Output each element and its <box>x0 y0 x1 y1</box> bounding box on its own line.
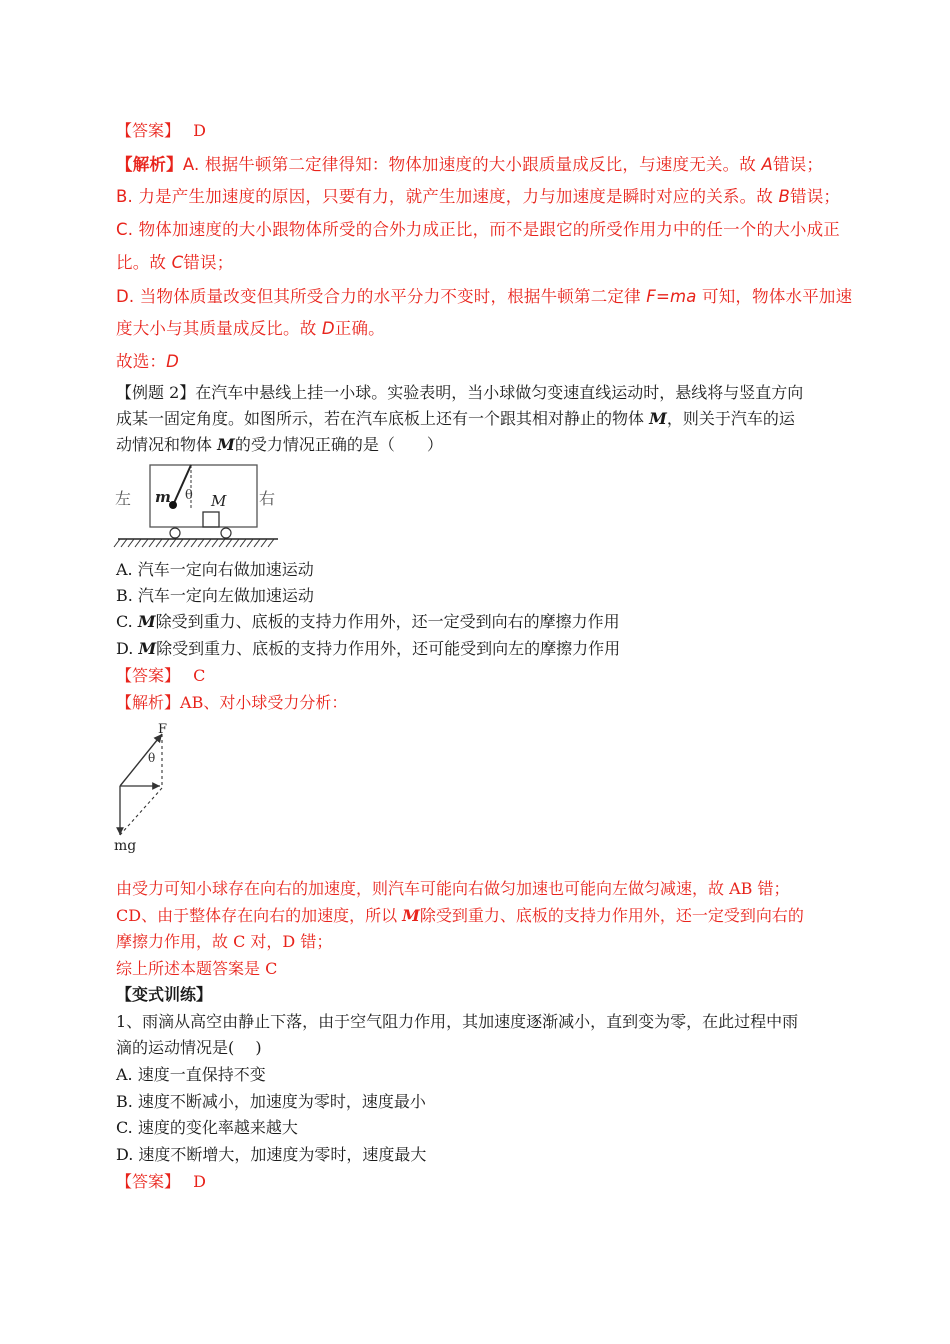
option-b <box>116 583 850 609</box>
formula: F=ma <box>646 287 697 306</box>
answer-value: D <box>193 121 206 140</box>
analysis-text: 正确。 <box>334 319 385 338</box>
car-diagram <box>112 462 284 554</box>
option-ref: B <box>778 187 790 206</box>
question-text: 的受力情况正确的是（ ） <box>234 435 443 454</box>
practice-option-d <box>116 1142 850 1168</box>
hatch-mark <box>219 539 225 547</box>
analysis-line-c2 <box>116 250 850 276</box>
choose-value: D <box>166 352 180 371</box>
option-text: B. 速度不断减小，加速度为零时，速度最小 <box>116 1092 426 1111</box>
label-theta: θ <box>148 751 156 765</box>
hatch-mark <box>191 539 197 547</box>
wheel-left <box>170 528 180 538</box>
hatch-mark <box>149 539 155 547</box>
analysis-text: C. 物体加速度的大小跟物体所受的合外力成正比，而不是跟它的所受作用力中的任一个的大小成正 <box>116 220 841 239</box>
practice-option-c <box>116 1115 850 1141</box>
hatch-mark <box>163 539 169 547</box>
analysis-text: 错误； <box>772 155 824 174</box>
label-theta: θ <box>185 488 193 503</box>
example-title: 【例题 2】 <box>116 383 196 402</box>
var-M: M <box>649 409 667 428</box>
analysis-text: 错误； <box>790 187 841 206</box>
hatch-mark <box>142 539 148 547</box>
example2-line-3 <box>116 432 850 458</box>
hatch-mark <box>198 539 204 547</box>
analysis-label: 【解析】 <box>116 693 181 712</box>
dashed-diagonal <box>120 788 162 835</box>
practice-q2 <box>116 1035 850 1061</box>
analysis-text: B. 力是产生加速度的原因，只要有力，就产生加速度，力与加速度是瞬时对应的关系。故 <box>116 187 774 206</box>
option-text: A. 速度一直保持不变 <box>116 1065 266 1084</box>
option-text: A. 汽车一定向右做加速运动 <box>116 560 314 579</box>
question-text: 动情况和物体 <box>116 435 213 454</box>
option-ref: A <box>761 155 773 174</box>
hatch-mark <box>240 539 246 547</box>
example2-line-1 <box>116 380 850 406</box>
hatch-mark <box>170 539 176 547</box>
analysis-line-d1 <box>116 284 853 310</box>
label-m: m <box>155 488 171 506</box>
hatch-mark <box>135 539 141 547</box>
hatch-mark <box>212 539 218 547</box>
answer-value: D <box>193 1172 206 1191</box>
analysis-text: CD、由于整体存在向右的加速度，所以 <box>116 906 398 925</box>
label-right: 右 <box>259 489 276 508</box>
section-heading: 【变式训练】 <box>116 985 213 1004</box>
answer-value: C <box>193 666 206 685</box>
hatch-mark <box>205 539 211 547</box>
block-M <box>203 512 219 527</box>
option-text: 除受到重力、底板的支持力作用外，还可能受到向左的摩擦力作用 <box>156 639 621 658</box>
hatch-mark <box>254 539 260 547</box>
hatch-mark <box>247 539 253 547</box>
answer-label: 【答案】 <box>116 1172 181 1191</box>
var-M: M <box>402 906 420 925</box>
analysis-text: 由受力可知小球存在向右的加速度，则汽车可能向右做匀加速也可能向左做匀减速，故 AB 错； <box>116 879 790 898</box>
analysis-line-2 <box>116 690 850 716</box>
analysis-text: D. 当物体质量改变但其所受合力的水平分力不变时，根据牛顿第二定律 <box>116 287 641 306</box>
choose-line <box>116 349 850 375</box>
hatch-mark <box>233 539 239 547</box>
question-text: 在汽车中悬线上挂一小球。实验表明，当小球做匀变速直线运动时，悬线将与竖直方向 <box>195 383 804 402</box>
option-c <box>116 609 850 635</box>
option-ref: C <box>171 253 184 272</box>
analysis-line-c1 <box>116 217 850 243</box>
wheel-right <box>221 528 231 538</box>
hatch-mark <box>184 539 190 547</box>
tension-arrow <box>120 734 162 786</box>
ground-hatching <box>114 539 274 547</box>
analysis-text: AB、对小球受力分析： <box>180 693 348 712</box>
analysis-text: 度大小与其质量成反比。故 <box>116 319 317 338</box>
hatch-mark <box>156 539 162 547</box>
explanation-4 <box>116 956 850 982</box>
question-text: ，则关于汽车的运 <box>666 409 795 428</box>
question-text: 成某一固定角度。如图所示，若在汽车底板上还有一个跟其相对静止的物体 <box>116 409 645 428</box>
option-text: C. 速度的变化率越来越大 <box>116 1118 298 1137</box>
analysis-text: 摩擦力作用，故 C 对，D 错； <box>116 932 333 951</box>
practice-option-a <box>116 1062 850 1088</box>
analysis-text: 错误； <box>183 253 234 272</box>
hatch-mark <box>128 539 134 547</box>
option-prefix: D. <box>116 639 134 658</box>
analysis-text: 除受到重力、底板的支持力作用外，还一定受到向右的 <box>419 906 804 925</box>
analysis-text: 比。故 <box>116 253 167 272</box>
example2-line-2 <box>116 406 850 432</box>
question-text: 滴的运动情况是( ) <box>116 1038 262 1057</box>
hatch-mark <box>268 539 274 547</box>
answer-line-3 <box>116 1169 850 1195</box>
answer-line-2 <box>116 663 850 689</box>
label-F: F <box>158 722 168 737</box>
option-text: B. 汽车一定向左做加速运动 <box>116 586 314 605</box>
force-diagram <box>112 722 174 856</box>
explanation-3 <box>116 929 850 955</box>
option-text: 除受到重力、底板的支持力作用外，还一定受到向右的摩擦力作用 <box>155 612 620 631</box>
option-ref: D <box>321 319 335 338</box>
answer-label: 【答案】 <box>116 121 181 140</box>
option-text: D. 速度不断增大，加速度为零时，速度最大 <box>116 1145 427 1164</box>
analysis-text: 综上所述本题答案是 C <box>116 959 278 978</box>
hatch-mark <box>121 539 127 547</box>
explanation-1 <box>116 876 850 902</box>
analysis-label: 【解析】 <box>116 155 183 174</box>
var-M: M <box>217 435 235 454</box>
var-M: M <box>137 612 156 631</box>
hatch-mark <box>177 539 183 547</box>
analysis-line-d2 <box>116 316 850 342</box>
label-mg: mg <box>114 838 137 854</box>
hatch-mark <box>226 539 232 547</box>
analysis-text: 可知，物体水平加速 <box>702 287 853 306</box>
practice-title <box>116 982 850 1008</box>
option-a <box>116 557 850 583</box>
option-prefix: C. <box>116 612 133 631</box>
analysis-text: A. 根据牛顿第二定律得知：物体加速度的大小跟质量成反比，与速度无关。故 <box>182 155 756 174</box>
hatch-mark <box>261 539 267 547</box>
analysis-line-a <box>116 152 850 178</box>
option-d <box>116 636 850 662</box>
practice-option-b <box>116 1089 850 1115</box>
hatch-mark <box>114 539 120 547</box>
choose-label: 故选： <box>116 352 167 371</box>
label-M: M <box>211 492 227 510</box>
answer-label: 【答案】 <box>116 666 181 685</box>
analysis-line-b <box>116 184 850 210</box>
practice-q1 <box>116 1009 850 1035</box>
label-left: 左 <box>115 489 132 508</box>
var-M: M <box>138 639 157 658</box>
answer-line-1 <box>116 118 850 144</box>
explanation-2 <box>116 903 850 929</box>
question-text: 1、雨滴从高空由静止下落，由于空气阻力作用，其加速度逐渐减小，直到变为零，在此过程中雨 <box>116 1012 799 1031</box>
